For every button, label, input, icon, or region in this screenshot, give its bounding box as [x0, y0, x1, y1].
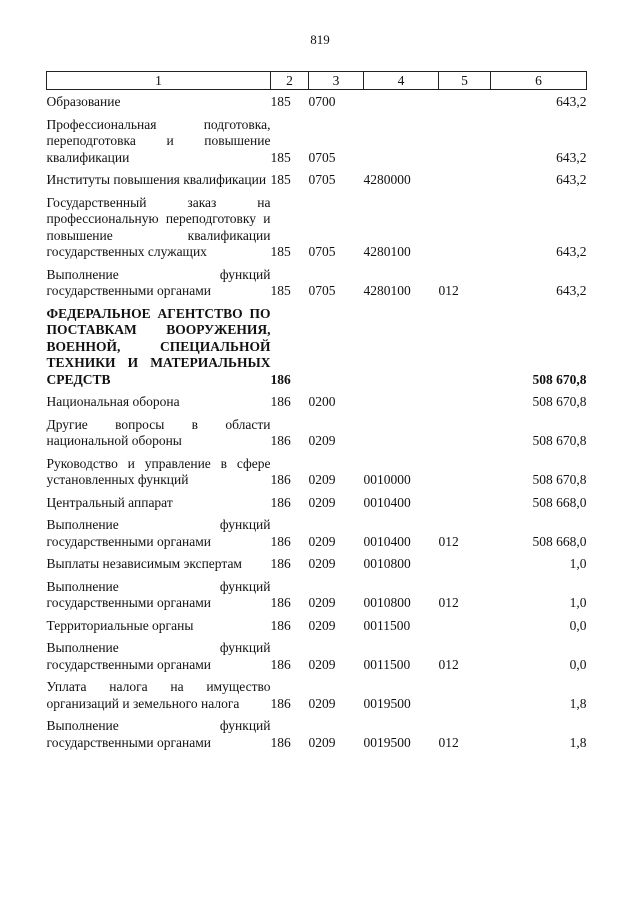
row-target-article-code: [364, 415, 439, 454]
table-row: [47, 515, 587, 554]
row-amount: 1,0: [569, 556, 587, 571]
row-ministry-code: 186: [270, 595, 291, 610]
row-ministry-code: 186: [270, 656, 291, 672]
budget-table: [46, 71, 587, 755]
table-row: [47, 304, 587, 393]
row-target-article-code: 4280000: [363, 172, 411, 187]
row-expense-type-code: 012: [438, 734, 459, 750]
row-target-article-code: 0019500: [363, 695, 411, 711]
row-name: Профессиональная подготовка, переподготовка и повышение квалификации: [46, 116, 271, 165]
row-amount: 0,0: [569, 656, 587, 672]
row-section-code: 0209: [308, 656, 336, 672]
table-row: [47, 170, 587, 193]
row-target-article-code: 0010800: [363, 556, 411, 571]
row-target-article-code: [364, 392, 439, 415]
row-expense-type-code: [439, 90, 491, 115]
header-row: [47, 72, 587, 90]
row-name: Выполнение функций государственными органами: [46, 718, 271, 750]
row-section-code: 0209: [308, 472, 336, 487]
row-name: Центральный аппарат: [46, 494, 173, 510]
row-ministry-code: 186: [270, 371, 291, 387]
row-ministry-code: 185: [270, 94, 291, 109]
row-target-article-code: 0011500: [363, 656, 411, 672]
table-row: [47, 193, 587, 265]
row-name: Выполнение функций государственными органами: [46, 578, 271, 610]
row-ministry-code: 186: [270, 556, 291, 571]
row-amount: 508 670,8: [532, 371, 587, 387]
row-ministry-code: 186: [270, 472, 291, 487]
row-name: Выполнение функций государственными органами: [46, 640, 271, 672]
table-row: [47, 115, 587, 171]
row-name: Институты повышения квалификации: [46, 172, 267, 187]
row-expense-type-code: [439, 304, 491, 393]
row-amount: 508 670,8: [532, 394, 587, 409]
row-section-code: 0209: [308, 556, 336, 571]
table-row: [47, 638, 587, 677]
row-amount: 508 668,0: [532, 533, 587, 549]
row-name: Выполнение функций государственными органами: [46, 266, 271, 298]
table-body: [47, 90, 587, 756]
row-section-code: 0209: [308, 595, 336, 610]
row-ministry-code: 186: [270, 617, 291, 633]
row-name: Уплата налога на имущество организаций и земельного налога: [46, 679, 271, 711]
header-col-1: 1: [47, 72, 271, 90]
row-amount: 643,2: [556, 244, 587, 259]
row-amount: 508 668,0: [532, 494, 587, 510]
row-ministry-code: 186: [270, 433, 291, 448]
row-expense-type-code: [439, 554, 491, 577]
row-ministry-code: 186: [270, 695, 291, 711]
table-row: [47, 90, 587, 115]
row-target-article-code: [364, 90, 439, 115]
row-section-code: 0705: [308, 172, 336, 187]
row-amount: 1,0: [569, 595, 587, 610]
row-ministry-code: 186: [270, 533, 291, 549]
row-ministry-code: 186: [270, 394, 291, 409]
table-row: [47, 716, 587, 755]
row-target-article-code: [364, 304, 439, 393]
table-row: [47, 454, 587, 493]
row-amount: 643,2: [556, 283, 587, 298]
row-ministry-code: 185: [270, 244, 291, 259]
row-section-code: 0209: [308, 617, 336, 633]
row-name: Руководство и управление в сфере установленных функций: [46, 455, 271, 487]
row-ministry-code: 186: [270, 494, 291, 510]
row-section-code: 0705: [308, 283, 336, 298]
row-expense-type-code: [439, 193, 491, 265]
row-expense-type-code: 012: [438, 595, 459, 610]
table-row: [47, 493, 587, 516]
header-col-5: 5: [439, 72, 491, 90]
row-name: Образование: [46, 94, 121, 109]
row-name: Выплаты независимым экспертам: [46, 556, 242, 571]
header-col-6: 6: [491, 72, 587, 90]
page-number: 819: [310, 32, 330, 47]
row-expense-type-code: [439, 677, 491, 716]
row-ministry-code: 186: [270, 734, 291, 750]
row-target-article-code: 0010400: [363, 494, 411, 510]
row-amount: 1,8: [569, 734, 587, 750]
row-name: Национальная оборона: [46, 394, 180, 409]
row-amount: 1,8: [569, 695, 587, 711]
row-amount: 643,2: [556, 172, 587, 187]
row-expense-type-code: [439, 115, 491, 171]
row-section-code: 0209: [308, 734, 336, 750]
row-target-article-code: [364, 115, 439, 171]
header-col-4: 4: [364, 72, 439, 90]
row-expense-type-code: [439, 392, 491, 415]
table-row: [47, 616, 587, 639]
row-name: Территориальные органы: [46, 617, 194, 633]
row-target-article-code: 4280100: [363, 244, 411, 259]
table-row: [47, 265, 587, 304]
row-name: Государственный заказ на профессиональную переподготовку и повышение квалификации государственных служащих: [46, 194, 271, 259]
row-name: Другие вопросы в области национальной обороны: [46, 416, 271, 448]
row-section-code: 0700: [308, 94, 336, 109]
table-row: [47, 577, 587, 616]
table-row: [47, 677, 587, 716]
header-col-2: 2: [271, 72, 309, 90]
row-ministry-code: 185: [270, 172, 291, 187]
row-target-article-code: 0010000: [363, 472, 411, 487]
row-section-code: 0705: [308, 244, 336, 259]
row-target-article-code: 0019500: [363, 734, 411, 750]
row-target-article-code: 0010800: [363, 595, 411, 610]
row-expense-type-code: 012: [438, 656, 459, 672]
table-row: [47, 392, 587, 415]
row-target-article-code: 0010400: [363, 533, 411, 549]
row-expense-type-code: [439, 454, 491, 493]
row-ministry-code: 185: [270, 283, 291, 298]
row-name: ФЕДЕРАЛЬНОЕ АГЕНТСТВО ПО ПОСТАВКАМ ВООРУЖЕНИЯ, ВОЕННОЙ, СПЕЦИАЛЬНОЙ ТЕХНИКИ И МАТЕРИАЛЬНЫХ СРЕДСТВ: [46, 305, 271, 387]
table-row: [47, 415, 587, 454]
row-target-article-code: 0011500: [363, 617, 411, 633]
row-amount: 508 670,8: [532, 472, 587, 487]
row-target-article-code: 4280100: [363, 283, 411, 298]
row-section-code: 0209: [308, 433, 336, 448]
row-ministry-code: 185: [270, 149, 291, 165]
row-name: Выполнение функций государственными органами: [46, 517, 271, 549]
row-section-code: 0209: [308, 494, 336, 510]
table-row: [47, 554, 587, 577]
row-amount: 643,2: [556, 149, 587, 165]
row-amount: 508 670,8: [532, 433, 587, 448]
row-amount: 643,2: [556, 94, 587, 109]
row-expense-type-code: [439, 616, 491, 639]
row-section-code: [309, 304, 364, 393]
row-expense-type-code: 012: [438, 283, 459, 298]
row-expense-type-code: 012: [438, 533, 459, 549]
row-section-code: 0200: [308, 394, 336, 409]
row-expense-type-code: [439, 170, 491, 193]
row-amount: 0,0: [569, 617, 587, 633]
row-section-code: 0705: [308, 149, 336, 165]
header-col-3: 3: [309, 72, 364, 90]
row-expense-type-code: [439, 415, 491, 454]
row-expense-type-code: [439, 493, 491, 516]
row-section-code: 0209: [308, 533, 336, 549]
row-section-code: 0209: [308, 695, 336, 711]
